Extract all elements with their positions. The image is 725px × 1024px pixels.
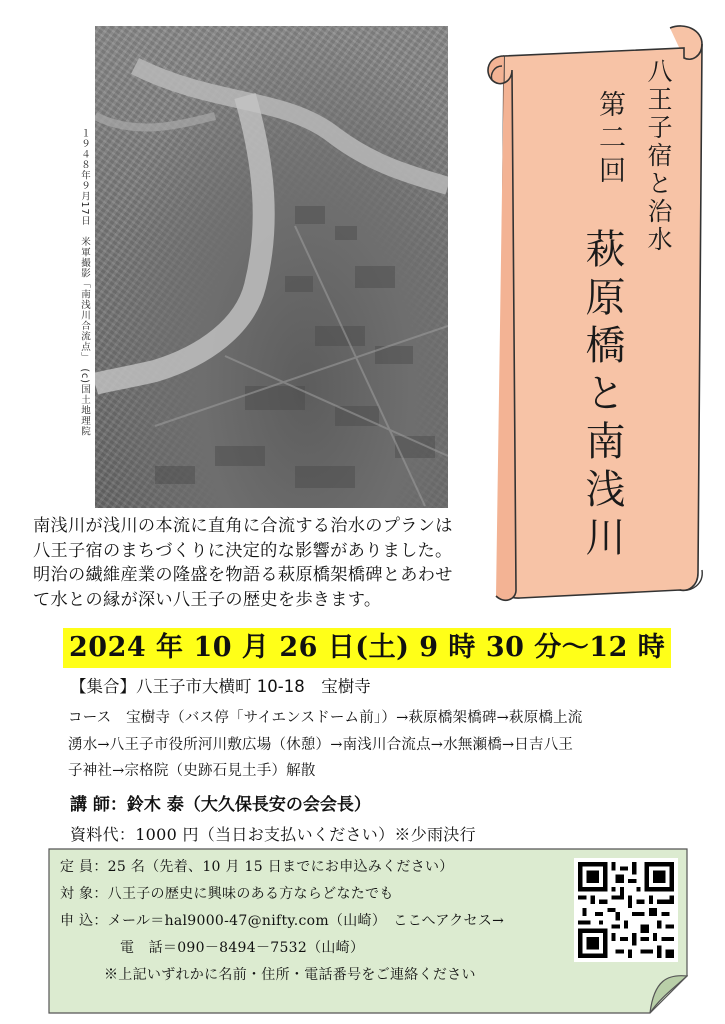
course-line: コース 宝樹寺（バス停「サイエンスドーム前」）→萩原橋架橋碑→萩原橋上流	[68, 710, 583, 726]
qr-code-icon[interactable]	[574, 858, 678, 962]
intro-line: 明治の繊維産業の隆盛を物語る萩原橋架橋碑とあわせ	[33, 565, 453, 585]
course-description	[68, 705, 668, 785]
photo-caption: １９４８年９月17日 米軍撮影「南浅川合流点」 (c)国土地理院	[79, 128, 90, 437]
contact-note: ※上記いずれかに名前・住所・電話番号をご連絡ください	[104, 967, 476, 983]
aerial-photo	[95, 26, 448, 508]
target-line: 対 象：八王子の歴史に興味のある方ならどなたでも	[60, 886, 394, 902]
course-line: 湧水→八王子市役所河川敷広場（休憩）→南浅川合流点→水無瀬橋→日吉八王	[68, 736, 574, 753]
series-title: 八王子宿と治水	[644, 58, 673, 254]
meeting-place: 【集合】八王子市大横町 10-18 宝樹寺	[70, 677, 371, 696]
intro-line: 八王子宿のまちづくりに決定的な影響がありました。	[33, 540, 453, 561]
capacity-line: 定 員：25 名（先着、10 月 15 日までにお申込みください）	[60, 859, 454, 875]
material-fee: 資料代：1000 円（当日お支払いください）※少雨決行	[70, 825, 476, 844]
event-title: 萩原橋と南浅川	[579, 228, 625, 564]
intro-line: て水との縁が深い八王子の歴史を歩きます。	[33, 589, 382, 610]
issue-number: 第二回	[594, 90, 625, 189]
intro-line: 南浅川が浅川の本流に直角に合流する治水のプランは	[33, 516, 453, 536]
info-lines	[60, 854, 580, 989]
intro-paragraph	[33, 514, 493, 612]
lecturer: 講 師：鈴木 泰（大久保長安の会会長）	[70, 795, 371, 815]
course-line: 子神社→宗格院（史跡石見土手）解散	[68, 763, 316, 779]
event-datetime: 2024 年 10 月 26 日(土) 9 時 30 分～12 時	[63, 628, 671, 668]
apply-phone-line: 電 話＝090－8494－7532（山崎）	[120, 940, 365, 956]
apply-mail-line: 申 込：メール＝hal9000-47@nifty.com（山崎） ここへアクセス→	[60, 913, 505, 929]
